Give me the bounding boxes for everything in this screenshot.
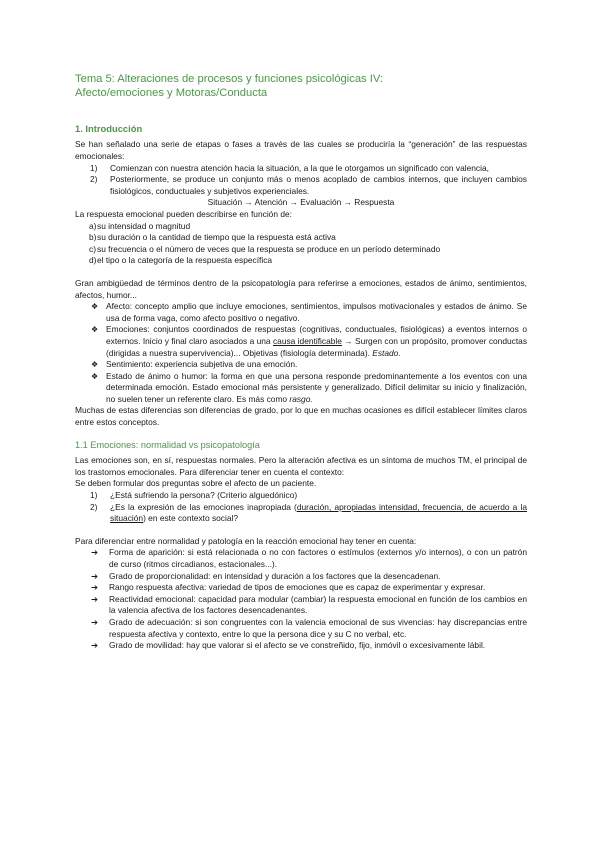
definition-sentimiento: [75, 359, 527, 371]
list-item: [75, 255, 527, 267]
criterion-text: Grado de movilidad: hay que valorar si el afecto se ve constreñido, fijo, inmóvil o excesivamente lábil.: [109, 640, 486, 651]
definition-text: Sentimiento: experiencia subjetiva de una emoción.: [106, 359, 298, 370]
bullet-diamond-icon: ❖: [91, 302, 99, 312]
title-line-1: Tema 5: Alteraciones de procesos y funciones psicológicas IV:: [75, 73, 384, 85]
list-item-text: su frecuencia o el número de veces que la respuesta se produce en un período determinado: [97, 243, 441, 254]
normalidad-paragraph: Las emociones son, en sí, respuestas normales. Pero la alteración afectiva es un síntoma de muchos TM, el principal de los trastornos emocionales. Para diferenciar tener en cuenta el contexto:: [75, 455, 527, 477]
criterion-text: Rango respuesta afectiva: variedad de tipos de emociones que es capaz de experimentar y expresar.: [109, 582, 486, 593]
list-item-text: el tipo o la categoría de la respuesta específica: [97, 255, 273, 266]
definitions-list: [75, 301, 527, 405]
list-marker: d): [89, 255, 97, 266]
list-item-text: Posteriormente, se produce un conjunto más o menos acoplado de cambios internos, que incluyen cambios fisiológicos, conductuales y subjetivos experienciales.: [110, 174, 527, 196]
criterion-item: [75, 617, 527, 640]
arrow-right-icon: ➔: [91, 593, 99, 604]
criterion-text: Reactividad emocional: capacidad para modular (cambiar) la respuesta emocional en función de los cambios en la valencia afectiva de los factores desencadenantes.: [109, 593, 527, 616]
questions-intro: Se deben formular dos preguntas sobre el afecto de un paciente.: [75, 478, 317, 489]
definition-afecto: [75, 301, 527, 324]
arrow-right-icon: ➔: [91, 640, 99, 651]
question-1: [75, 490, 527, 502]
question-text: ¿Está sufriendo la persona? (Criterio alguedónico): [110, 490, 298, 501]
arrow-right-icon: ➔: [91, 582, 99, 593]
arrow-right-icon: ➔: [91, 570, 99, 581]
list-marker: a): [89, 220, 97, 231]
arrow-right-icon: ➔: [91, 547, 99, 558]
list-item: [75, 232, 527, 244]
list-item-text: Comienzan con nuestra atención hacia la situación, a la que le otorgamos un significado con valencia,: [110, 162, 489, 173]
questions-list: [75, 490, 527, 525]
question-2: [75, 502, 527, 525]
list-marker: c): [89, 243, 96, 254]
criteria-list: [75, 547, 527, 651]
list-item: [75, 174, 527, 197]
describe-intro: La respuesta emocional pueden describirse en función de:: [75, 208, 292, 219]
arrow-right-icon: ➔: [91, 616, 99, 627]
list-marker: 1): [90, 490, 98, 501]
list-item-text: su duración o la cantidad de tiempo que la respuesta está activa: [97, 232, 336, 243]
question-text: ¿Es la expresión de las emociones inapropiada (: [110, 501, 297, 512]
criterion-text: Grado de proporcionalidad: en intensidad y duración a los factores que la desencadenan.: [109, 570, 441, 581]
definition-text: Afecto: concepto amplio que incluye emociones, sentimientos, impulsos motivacionales y estados de ánimo. Se usa de forma vaga, como afecto positivo o negativo.: [106, 301, 527, 323]
list-item-text: su intensidad o magnitud: [97, 220, 191, 231]
criterion-item: [75, 571, 527, 583]
definition-emociones: [75, 324, 527, 359]
document-title: [75, 72, 527, 101]
list-marker: 1): [90, 162, 98, 173]
criterion-item: [75, 582, 527, 594]
intro-paragraph: Se han señalado una serie de etapas o fases a través de las cuales se produciría la “generación” de las respuestas emocionales:: [75, 139, 527, 161]
closing-paragraph: Muchas de estas diferencias son diferencias de grado, por lo que en muchas ocasiones es difícil establecer límites claros entre estos conceptos.: [75, 405, 527, 428]
criteria-intro: Para diferenciar entre normalidad y patología en la reacción emocional hay tener en cuenta:: [75, 535, 417, 546]
underlined-phrase: causa identificable: [272, 335, 342, 346]
ambiguity-paragraph: Gran ambigüedad de términos dentro de la psicopatología para referirse a emociones, estados de ánimo, sentimientos, afectos, humor...: [75, 277, 527, 300]
criterion-text: Grado de adecuación: si son congruentes con la valencia emocional de sus vivencias: hay discrepancias entre respuesta afectiva y contexto, entre lo que la persona dice y su C no verbal, etc.: [109, 616, 527, 639]
criterion-item: [75, 594, 527, 617]
italic-word: Estado.: [372, 347, 401, 358]
list-item: [75, 244, 527, 256]
underlined-phrase: duración, apropiadas intensidad, frecuencia, de acuerdo a la situación: [110, 501, 528, 524]
bullet-diamond-icon: ❖: [91, 360, 99, 370]
bullet-diamond-icon: ❖: [91, 371, 99, 381]
title-line-2: Afecto/emociones y Motoras/Conducta: [75, 87, 268, 100]
list-item: [75, 221, 527, 233]
definition-text: Emociones: conjuntos coordinados de respuestas (cognitivas, conductuales, fisiológicas) a eventos internos o externos. Inicio y final claro asociados a una: [106, 324, 527, 346]
section-heading-normalidad: 1.1 Emociones: normalidad vs psicopatología: [75, 439, 260, 450]
italic-word: rasgo.: [289, 393, 313, 404]
definition-estado-animo: [75, 371, 527, 406]
question-text: ) en este contexto social?: [143, 513, 239, 524]
list-marker: 2): [90, 501, 98, 512]
definition-text: → Surgen con un propósito, promover conductas (dirigidas a nuestra supervivencia)... Objetivas (fisiología determinada).: [106, 335, 528, 358]
definition-text: Estado de ánimo o humor: la forma en que una persona responde predominantemente a los eventos con una determinada emoción. Estado emocional más persistente y generalizado. Difícil delimitar su inicio y finalización, no suelen tener un referente claro. Es más como: [106, 370, 527, 404]
bullet-diamond-icon: ❖: [91, 325, 99, 335]
criterion-text: Forma de aparición: si está relacionada o no con factores o estímulos (externos y/o internos), o con un patrón de curso (ritmos circadianos, estacionales...).: [109, 547, 527, 569]
sequence-line: Situación → Atención → Evaluación → Respuesta: [207, 197, 395, 208]
section-heading-introduccion: 1. Introducción: [75, 122, 143, 134]
criterion-item: [75, 547, 527, 570]
list-marker: b): [89, 232, 97, 243]
describe-list: [75, 221, 527, 267]
list-marker: 2): [90, 174, 98, 185]
generation-steps-list: [75, 163, 527, 198]
list-item: [75, 163, 527, 175]
criterion-item: [75, 640, 527, 652]
